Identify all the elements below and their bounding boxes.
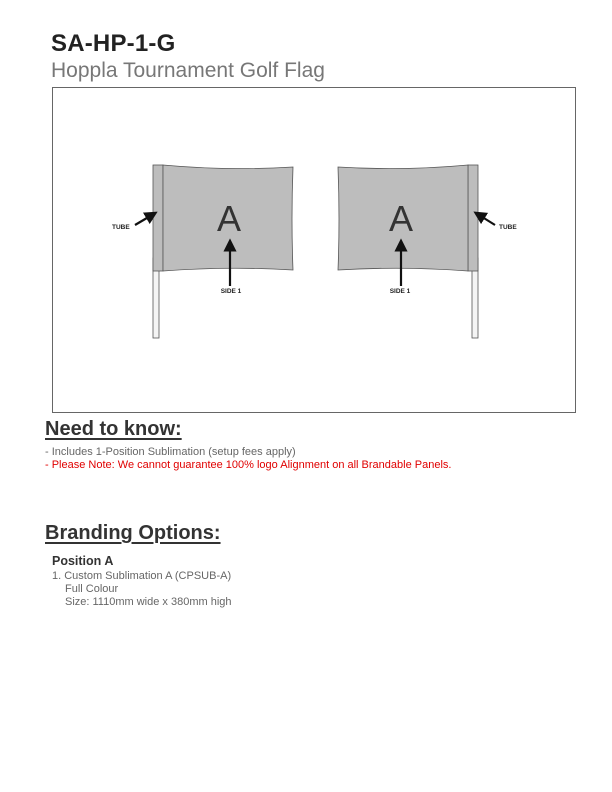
branding-line-1: 1. Custom Sublimation A (CPSUB-A): [52, 570, 232, 582]
branding-line-2: Full Colour: [65, 583, 119, 595]
note-item-2-warning: - Please Note: We cannot guarantee 100% logo Alignment on all Brandable Panels.: [45, 459, 452, 471]
right-tube-arrow: [479, 215, 495, 225]
need-to-know-heading: Need to know:: [45, 418, 182, 440]
left-side-label: SIDE 1: [220, 288, 242, 295]
branding-options-heading: Branding Options:: [45, 522, 221, 544]
left-flag: [112, 165, 293, 338]
left-flag-letter: A: [216, 198, 242, 239]
right-flag-letter: A: [388, 198, 414, 239]
right-flag: [338, 165, 517, 338]
right-tube-label: TUBE: [499, 224, 517, 231]
flag-diagram: [52, 87, 576, 413]
left-tube-arrow: [135, 215, 152, 225]
position-title: Position A: [52, 554, 114, 568]
product-code: SA-HP-1-G: [51, 30, 176, 57]
flag-diagram-svg: [53, 88, 577, 414]
note-item-1: - Includes 1-Position Sublimation (setup fees apply): [45, 446, 296, 458]
right-flag-tube: [468, 165, 478, 271]
product-name: Hoppla Tournament Golf Flag: [51, 59, 325, 82]
branding-line-3: Size: 1110mm wide x 380mm high: [65, 596, 232, 608]
left-flag-tube: [153, 165, 163, 271]
right-side-label: SIDE 1: [389, 288, 411, 295]
left-tube-label: TUBE: [112, 224, 130, 231]
